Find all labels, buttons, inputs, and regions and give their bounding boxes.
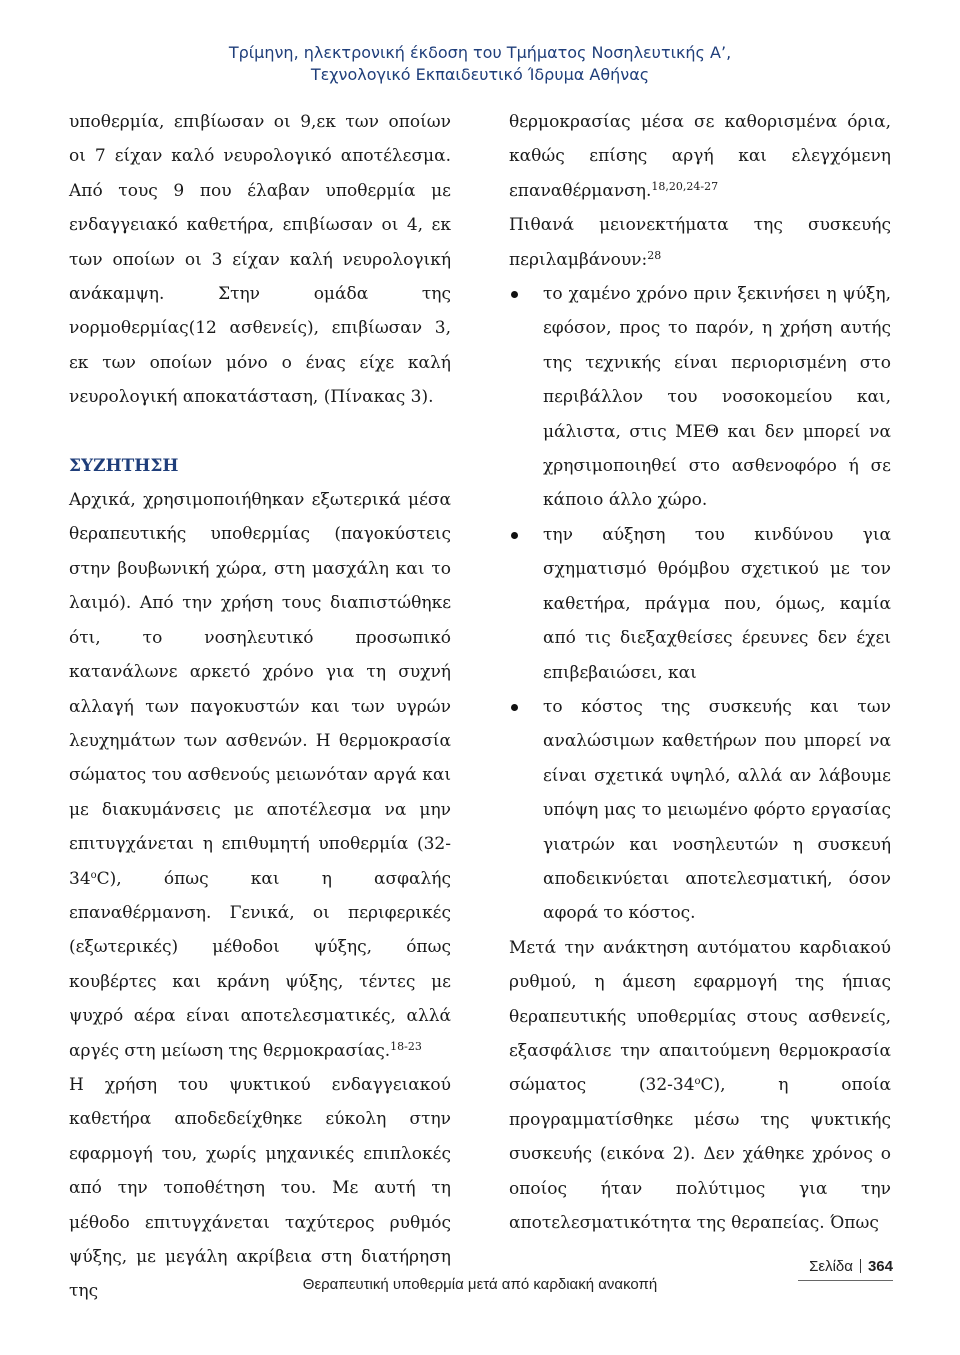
page-separator bbox=[860, 1259, 861, 1273]
results-paragraph: υποθερμία, επιβίωσαν οι 9,εκ των οποίων οι 7 είχαν καλό νευρολογικό αποτέλεσμα. Από τους 9 που έλαβαν υποθερμία με ενδαγγειακό καθετήρα, επιβίωσαν οι 4, εκ των οποίων οι 3 είχαν καλή νευρολογική ανάκαμψη. Στην ομάδα της νορμοθερμίας(12 ασθενείς), επιβίωσαν 3, εκ των οποίων μόνο ο ένας είχε καλή νευρολογική αποκατάσταση, (Πίνακας 3). bbox=[69, 112, 451, 408]
disadvantages-intro bbox=[509, 208, 891, 277]
page-number: 364 bbox=[867, 1258, 893, 1275]
discussion-paragraph-1 bbox=[69, 483, 451, 1068]
temperature-text: θερμοκρασίας μέσα σε καθορισμένα όρια, καθώς επίσης αργή και ελεγχόμενη επαναθέρμανση. bbox=[509, 112, 891, 201]
citation-ref: 18,20,24-27 bbox=[651, 179, 719, 193]
citation-ref: 28 bbox=[647, 248, 662, 262]
disadvantages-text: Πιθανά μειονεκτήματα της συσκευής περιλαμβάνουν: bbox=[509, 215, 891, 270]
right-column bbox=[509, 105, 891, 1240]
hypothermia-text-a: Μετά την ανάκτηση αυτόματου καρδιακού ρυθμού, η άμεση εφαρμογή της ήπιας θεραπευτικής υποθερμίας στους ασθενείς, εξασφάλισε την απαιτούμενη θερμοκρασία σώματος (32-34 bbox=[509, 937, 891, 1096]
disadvantages-list bbox=[509, 277, 891, 931]
section-heading: ΣΥΖΗΤΗΣΗ bbox=[69, 455, 179, 476]
list-item: την αύξηση του κινδύνου για σχηματισμό θρόμβου σχετικού με τον καθετήρα, πράγμα που, όμως, καμία από τις διεξαχθείσες έρευνες δεν έχει επιβεβαιώσει, και bbox=[509, 518, 891, 690]
list-item: το χαμένο χρόνο πριν ξεκινήσει η ψύξη, εφόσον, προς το παρόν, η χρήση αυτής της τεχνικής είναι περιορισμένη στο περιβάλλον του νοσοκομείου και, μάλιστα, στις ΜΕΘ και δεν μπορεί να χρησιμοποιηθεί στο ασθενοφόρο ή σε κάποιο άλλο χώρο. bbox=[509, 277, 891, 518]
hypothermia-paragraph bbox=[509, 931, 891, 1241]
list-item: το κόστος της συσκευής και των αναλώσιμων καθετήρων που μπορεί να είναι σχετικά υψηλό, αλλά αν λάβουμε υπόψη μας το μειωμένο φόρτο εργασίας γιατρών και νοσηλευτών η συσκευή αποδεικνύεται αποτελεσματική, όσον αφορά το κόστος. bbox=[509, 690, 891, 931]
header-line-2: Τεχνολογικό Εκπαιδευτικό Ίδρυμα Αθήνας bbox=[310, 65, 650, 84]
citation-ref: 18-23 bbox=[390, 1039, 422, 1053]
page-number-label bbox=[790, 1258, 893, 1275]
temperature-paragraph bbox=[509, 105, 891, 208]
discussion-paragraph-2: Η χρήση του ψυκτικού ενδαγγειακού καθετήρα αποδεδείχθηκε εύκολη στην εφαρμογή του, χωρίς μηχανικές επιπλοκές από την τοποθέτηση του. Με αυτή τη μέθοδο επιτυγχάνεται ταχύτερος ρυθμός ψύξης, με μεγάλη ακρίβεια στη διατήρηση της bbox=[69, 1074, 451, 1302]
footer-title: Θεραπευτική υποθερμία μετά από καρδιακή ανακοπή bbox=[302, 1276, 658, 1293]
page-word: Σελίδα bbox=[809, 1258, 853, 1275]
degree-sign: ο bbox=[694, 1076, 701, 1088]
left-column bbox=[69, 105, 451, 1309]
discussion-text-a: Αρχικά, χρησιμοποιήθηκαν εξωτερικά μέσα θεραπευτικής υποθερμίας (παγοκύστεις στην βουβωνική χώρα, στη μασχάλη και το λαιμό). Από την χρήση τους διαπιστώθηκε ότι, το νοσηλευτικό προσωπικό κατανάλωνε αρκετό χρόνο για τη συχνή αλλαγή των παγοκυστών και των υγρών λευχημάτων των ασθενών. Η θερμοκρασία σώματος του ασθενούς μειωνόταν αργά και με διακυμάνσεις με αποτέλεσμα να μην επιτυγχάνεται η επιθυμητή υποθερμία (32-34 bbox=[69, 490, 451, 889]
journal-header bbox=[0, 42, 960, 86]
discussion-text-b: C), όπως και η ασφαλής επαναθέρμανση. Γενικά, οι περιφερικές (εξωτερικές) μέθοδοι ψύξης, όπως κουβέρτες και κράνη ψύξης, τέντες με ψυχρό αέρα είναι αποτελεσματικές, αλλά αργές στη μείωση της θερμοκρασίας. bbox=[69, 868, 451, 1061]
hypothermia-text-b: C), η οποία προγραμματίσθηκε μέσω της ψυκτικής συσκευής (εικόνα 2). Δεν χάθηκε χρόνος ο οποίος ήταν πολύτιμος για την αποτελεσματικότητα της θεραπείας. Όπως bbox=[509, 1075, 891, 1233]
degree-sign: ο bbox=[90, 869, 97, 881]
header-line-1: Τρίμηνη, ηλεκτρονική έκδοση του Τμήματος Νοσηλευτικής Α’, bbox=[228, 43, 732, 62]
